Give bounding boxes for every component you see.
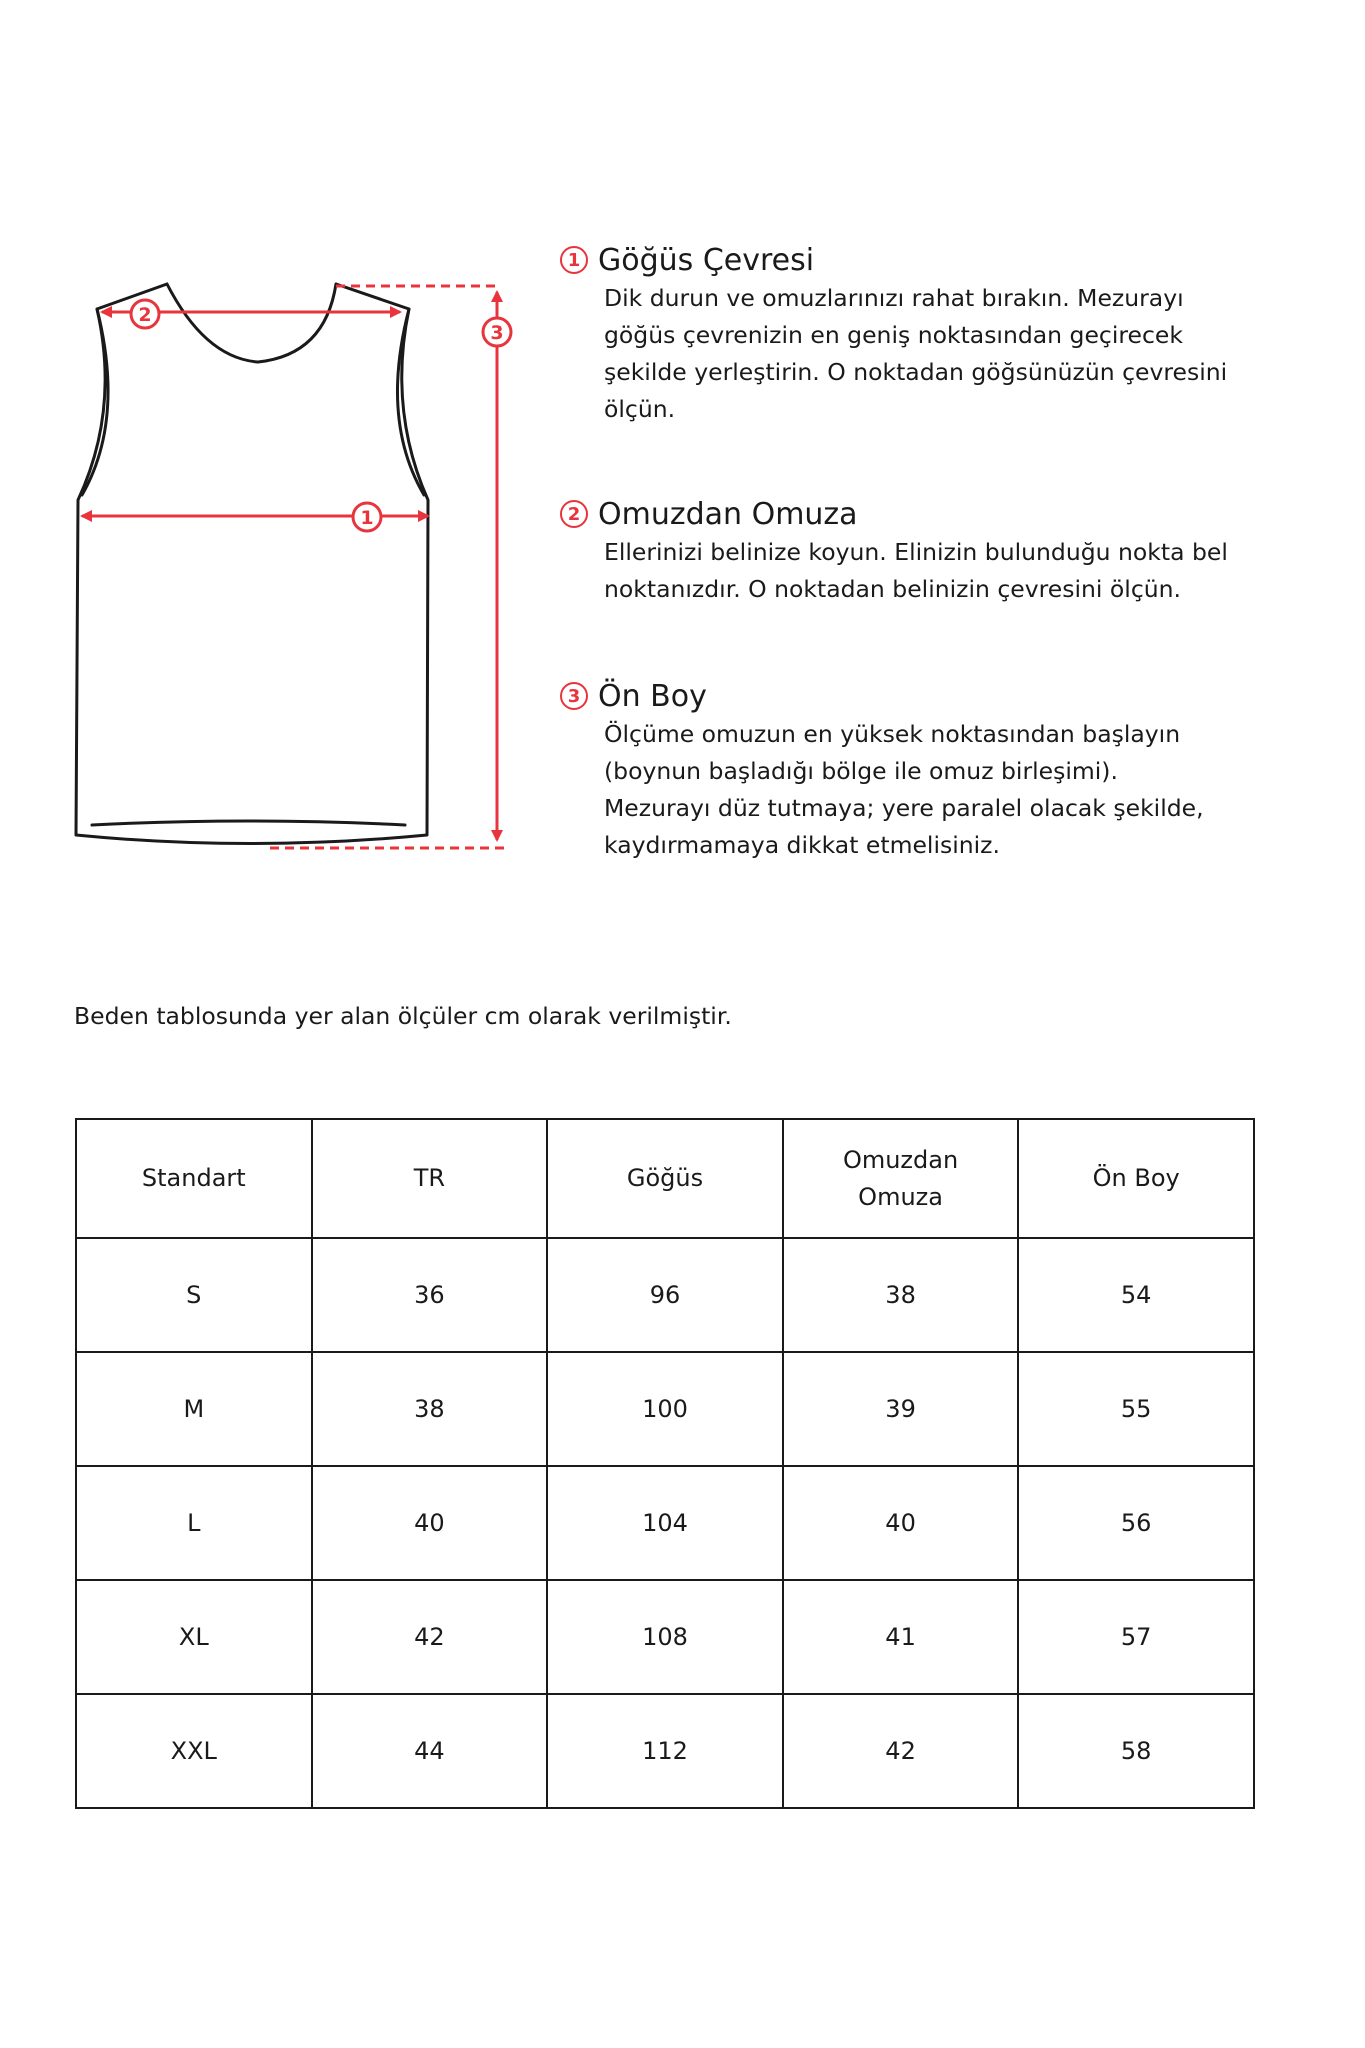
- table-cell: 112: [547, 1694, 783, 1808]
- table-cell: 54: [1018, 1238, 1254, 1352]
- header-standart: Standart: [76, 1119, 312, 1238]
- description-line: Dik durun ve omuzlarınızı rahat bırakın. Mezurayı: [604, 284, 1184, 312]
- arrowhead: [491, 830, 503, 842]
- table-cell: 38: [312, 1352, 548, 1466]
- table-cell: 39: [783, 1352, 1019, 1466]
- number-badge: 2: [560, 500, 588, 528]
- description-line: ölçün.: [604, 395, 676, 423]
- table-cell: L: [76, 1466, 312, 1580]
- instruction-front-length: [560, 676, 1280, 864]
- instruction-chest: [560, 240, 1280, 428]
- svg-text:2: 2: [138, 304, 152, 326]
- table-cell: 100: [547, 1352, 783, 1466]
- marker-1: [353, 503, 381, 531]
- description-line: Ellerinizi belinize koyun. Elinizin bulunduğu nokta bel: [604, 538, 1228, 566]
- instruction-description: [604, 716, 1280, 864]
- table-cell: 104: [547, 1466, 783, 1580]
- header-tr: TR: [312, 1119, 548, 1238]
- table-row: [76, 1580, 1254, 1694]
- table-row: [76, 1694, 1254, 1808]
- table-cell: S: [76, 1238, 312, 1352]
- marker-2: [131, 300, 159, 328]
- instruction-shoulder: [560, 494, 1280, 608]
- table-cell: M: [76, 1352, 312, 1466]
- instruction-title: Ön Boy: [598, 678, 707, 714]
- table-cell: 55: [1018, 1352, 1254, 1466]
- table-cell: 108: [547, 1580, 783, 1694]
- units-note: Beden tablosunda yer alan ölçüler cm olarak verilmiştir.: [74, 1002, 732, 1030]
- table-cell: 44: [312, 1694, 548, 1808]
- description-line: (boynun başladığı bölge ile omuz birleşimi).: [604, 757, 1118, 785]
- arrowhead: [491, 290, 503, 302]
- neckline: [167, 284, 336, 362]
- table-cell: 38: [783, 1238, 1019, 1352]
- instruction-description: [604, 280, 1280, 428]
- size-table: [75, 1118, 1255, 1809]
- number-badge: 1: [560, 246, 588, 274]
- svg-text:3: 3: [490, 322, 504, 344]
- arrowhead: [80, 510, 92, 522]
- header-gogus: Göğüs: [547, 1119, 783, 1238]
- table-cell: 42: [783, 1694, 1019, 1808]
- table-cell: 56: [1018, 1466, 1254, 1580]
- instruction-title: Omuzdan Omuza: [598, 496, 858, 532]
- description-line: Ölçüme omuzun en yüksek noktasından başlayın: [604, 720, 1181, 748]
- table-cell: 41: [783, 1580, 1019, 1694]
- description-line: kaydırmamaya dikkat etmelisiniz.: [604, 831, 1000, 859]
- description-line: Mezurayı düz tutmaya; yere paralel olacak şekilde,: [604, 794, 1204, 822]
- number-badge: 3: [560, 682, 588, 710]
- arrowhead: [390, 306, 402, 318]
- table-cell: 96: [547, 1238, 783, 1352]
- table-row: [76, 1466, 1254, 1580]
- table-cell: 57: [1018, 1580, 1254, 1694]
- instruction-description: [604, 534, 1280, 608]
- description-line: noktanızdır. O noktadan belinizin çevresini ölçün.: [604, 575, 1182, 603]
- instruction-title: Göğüs Çevresi: [598, 242, 815, 278]
- tank-top-measurement-diagram: [0, 0, 560, 880]
- table-cell: 58: [1018, 1694, 1254, 1808]
- description-line: göğüs çevrenizin en geniş noktasından geçirecek: [604, 321, 1183, 349]
- table-row: [76, 1238, 1254, 1352]
- hem-line: [92, 821, 405, 825]
- table-cell: 40: [783, 1466, 1019, 1580]
- table-cell: 42: [312, 1580, 548, 1694]
- header-omuzdan-omuza: Omuzdan Omuza: [783, 1119, 1019, 1238]
- description-line: şekilde yerleştirin. O noktadan göğsünüzün çevresini: [604, 358, 1228, 386]
- svg-text:1: 1: [360, 507, 374, 529]
- table-cell: 36: [312, 1238, 548, 1352]
- table-cell: XL: [76, 1580, 312, 1694]
- marker-3: [483, 318, 511, 346]
- table-row: [76, 1352, 1254, 1466]
- table-header-row: [76, 1119, 1254, 1238]
- table-cell: 40: [312, 1466, 548, 1580]
- tank-top-outline: [76, 284, 428, 844]
- table-cell: XXL: [76, 1694, 312, 1808]
- header-on-boy: Ön Boy: [1018, 1119, 1254, 1238]
